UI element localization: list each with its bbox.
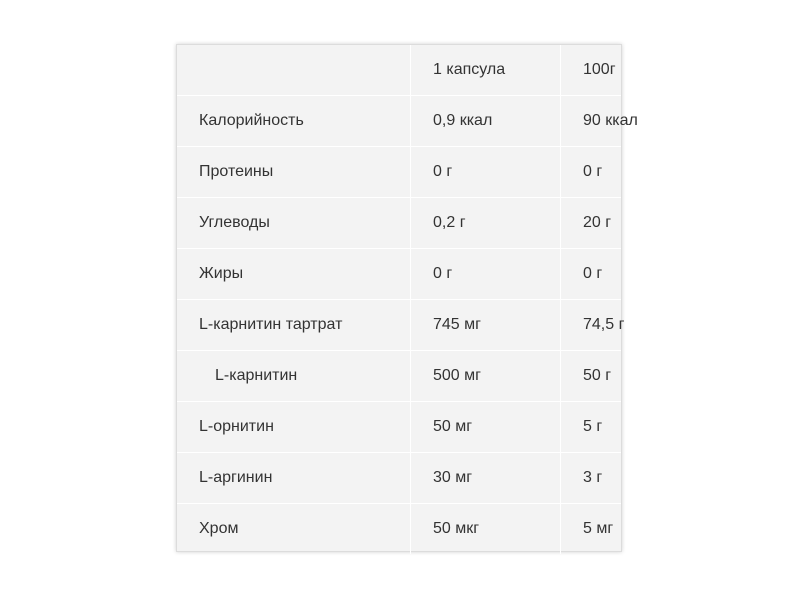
row-per-capsule-cell: 50 мг <box>411 402 561 453</box>
row-per-100g-cell: 50 г <box>561 351 622 402</box>
row-name-cell: Углеводы <box>177 198 411 249</box>
row-name-cell: L-аргинин <box>177 453 411 504</box>
row-per-capsule-cell: 745 мг <box>411 300 561 351</box>
row-name-cell-indented: L-карнитин <box>177 351 411 402</box>
row-per-capsule-cell: 500 мг <box>411 351 561 402</box>
row-per-capsule-cell: 0,2 г <box>411 198 561 249</box>
table-row <box>177 402 621 453</box>
table-row <box>177 300 621 351</box>
table-header-row <box>177 45 621 96</box>
table-row <box>177 249 621 300</box>
row-per-100g-cell: 74,5 г <box>561 300 622 351</box>
row-name-cell: Калорийность <box>177 96 411 147</box>
header-cell-per-capsule: 1 капсула <box>411 45 561 96</box>
nutrition-table-container <box>176 44 638 552</box>
table-row <box>177 351 621 402</box>
nutrition-table <box>177 45 638 554</box>
row-per-100g-cell: 5 мг <box>561 504 622 555</box>
row-per-100g-cell: 5 г <box>561 402 622 453</box>
row-per-100g-cell: 0 г <box>561 147 622 198</box>
row-name-cell: L-карнитин тартрат <box>177 300 411 351</box>
row-per-100g-cell: 0 г <box>561 249 622 300</box>
table-row <box>177 453 621 504</box>
row-per-capsule-cell: 0 г <box>411 147 561 198</box>
row-per-100g-cell: 20 г <box>561 198 622 249</box>
row-name-cell: Протеины <box>177 147 411 198</box>
row-per-capsule-cell: 0,9 ккал <box>411 96 561 147</box>
row-name-cell: Хром <box>177 504 411 555</box>
table-row <box>177 96 621 147</box>
row-per-capsule-cell: 0 г <box>411 249 561 300</box>
row-per-100g-cell: 90 ккал <box>561 96 622 147</box>
row-name-cell: Жиры <box>177 249 411 300</box>
table-row <box>177 504 621 555</box>
header-cell-per-100g: 100г <box>561 45 622 96</box>
table-row <box>177 147 621 198</box>
row-per-capsule-cell: 30 мг <box>411 453 561 504</box>
header-cell-name <box>177 45 411 96</box>
table-row <box>177 198 621 249</box>
row-per-100g-cell: 3 г <box>561 453 622 504</box>
row-per-capsule-cell: 50 мкг <box>411 504 561 555</box>
row-name-cell: L-орнитин <box>177 402 411 453</box>
